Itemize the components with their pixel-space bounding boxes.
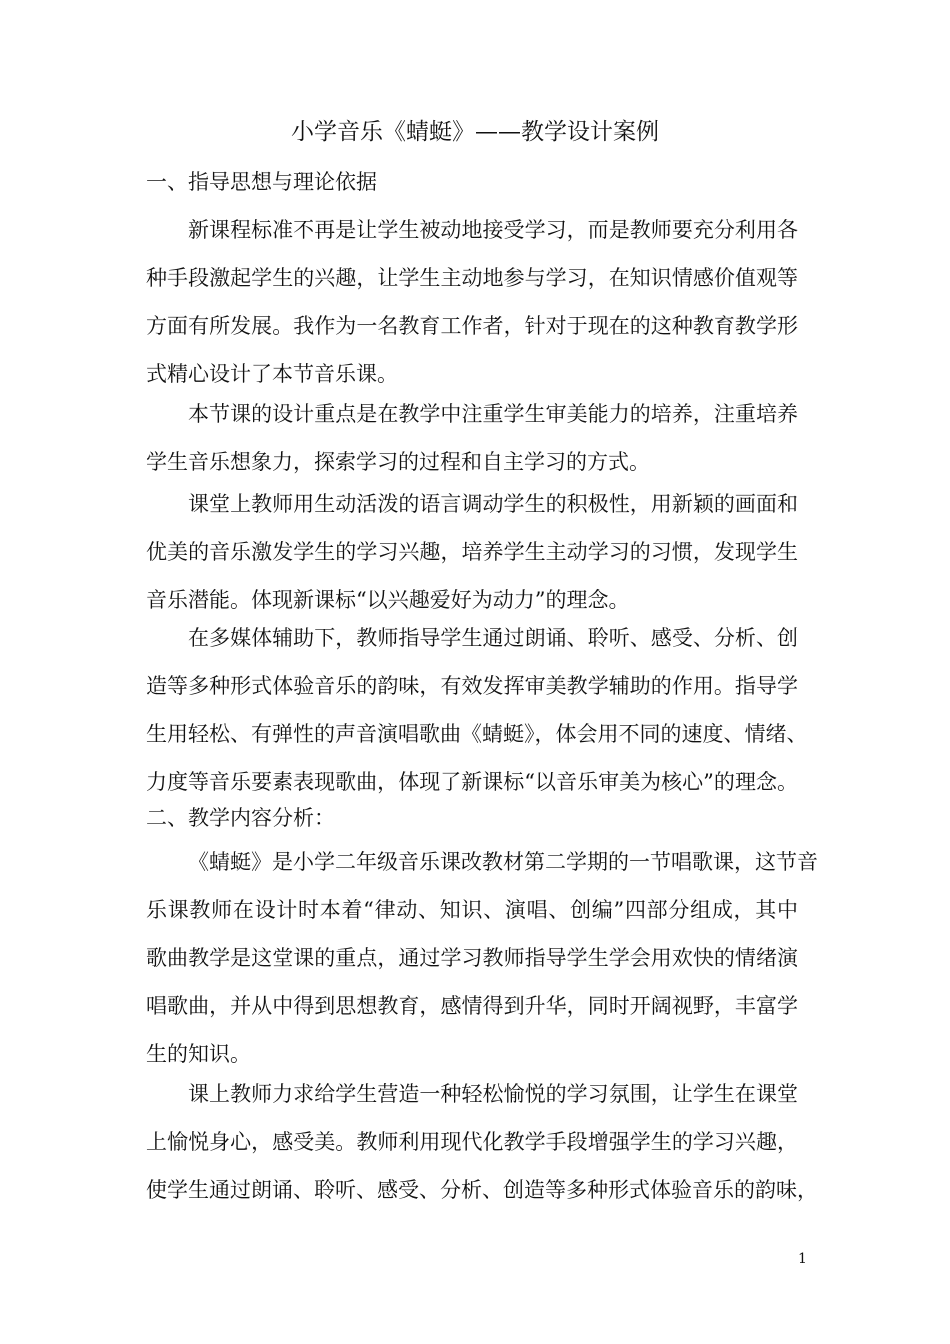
paragraph-5 [146,838,818,1078]
paragraph-4 [146,614,808,806]
document-title: 小学音乐《蜻蜓》——教学设计案例 [291,119,659,145]
paragraph-line: 唱歌曲，并从中得到思想教育，感情得到升华，同时开阔视野，丰富学 [146,994,798,1018]
paragraph-line: 方面有所发展。我作为一名教育工作者，针对于现在的这种教育教学形 [146,314,798,338]
paragraph-line: 《蜻蜓》是小学二年级音乐课改教材第二学期的一节唱歌课，这节音 [188,850,818,874]
paragraph-line: 乐课教师在设计时本着“律动、知识、演唱、创编”四部分组成，其中 [146,898,798,922]
paragraph-line: 新课程标准不再是让学生被动地接受学习，而是教师要充分利用各 [188,218,798,242]
paragraph-6 [146,1070,818,1214]
paragraph-line: 歌曲教学是这堂课的重点，通过学习教师指导学生学会用欢快的情绪演 [146,946,798,970]
paragraph-line: 力度等音乐要素表现歌曲，体现了新课标“以音乐审美为核心”的理念。 [146,770,798,794]
paragraph-line: 音乐潜能。体现新课标“以兴趣爱好为动力”的理念。 [146,588,630,612]
paragraph-line: 本节课的设计重点是在教学中注重学生审美能力的培养，注重培养 [188,402,798,426]
paragraph-2 [146,390,798,486]
paragraph-line: 在多媒体辅助下，教师指导学生通过朗诵、聆听、感受、分析、创 [188,626,798,650]
section-heading-2: 二、教学内容分析： [146,806,335,830]
paragraph-line: 上愉悦身心，感受美。教师利用现代化教学手段增强学生的学习兴趣， [146,1130,798,1154]
paragraph-line: 生用轻松、有弹性的声音演唱歌曲《蜻蜓》，体会用不同的速度、情绪、 [146,722,808,746]
paragraph-line: 生的知识。 [146,1042,251,1066]
paragraph-line: 式精心设计了本节音乐课。 [146,362,398,386]
paragraph-1 [146,206,798,398]
paragraph-line: 优美的音乐激发学生的学习兴趣，培养学生主动学习的习惯，发现学生 [146,540,798,564]
paragraph-line: 种手段激起学生的兴趣，让学生主动地参与学习，在知识情感价值观等 [146,266,798,290]
paragraph-line: 学生音乐想象力，探索学习的过程和自主学习的方式。 [146,450,650,474]
page-number: 1 [798,1251,807,1267]
section-heading-1: 一、指导思想与理论依据 [146,170,377,194]
paragraph-line: 课上教师力求给学生营造一种轻松愉悦的学习氛围，让学生在课堂 [188,1082,798,1106]
paragraph-line: 造等多种形式体验音乐的韵味，有效发挥审美教学辅助的作用。指导学 [146,674,798,698]
paragraph-line: 课堂上教师用生动活泼的语言调动学生的积极性，用新颖的画面和 [188,492,798,516]
paragraph-3 [146,480,798,624]
paragraph-line: 使学生通过朗诵、聆听、感受、分析、创造等多种形式体验音乐的韵味， [146,1178,818,1202]
